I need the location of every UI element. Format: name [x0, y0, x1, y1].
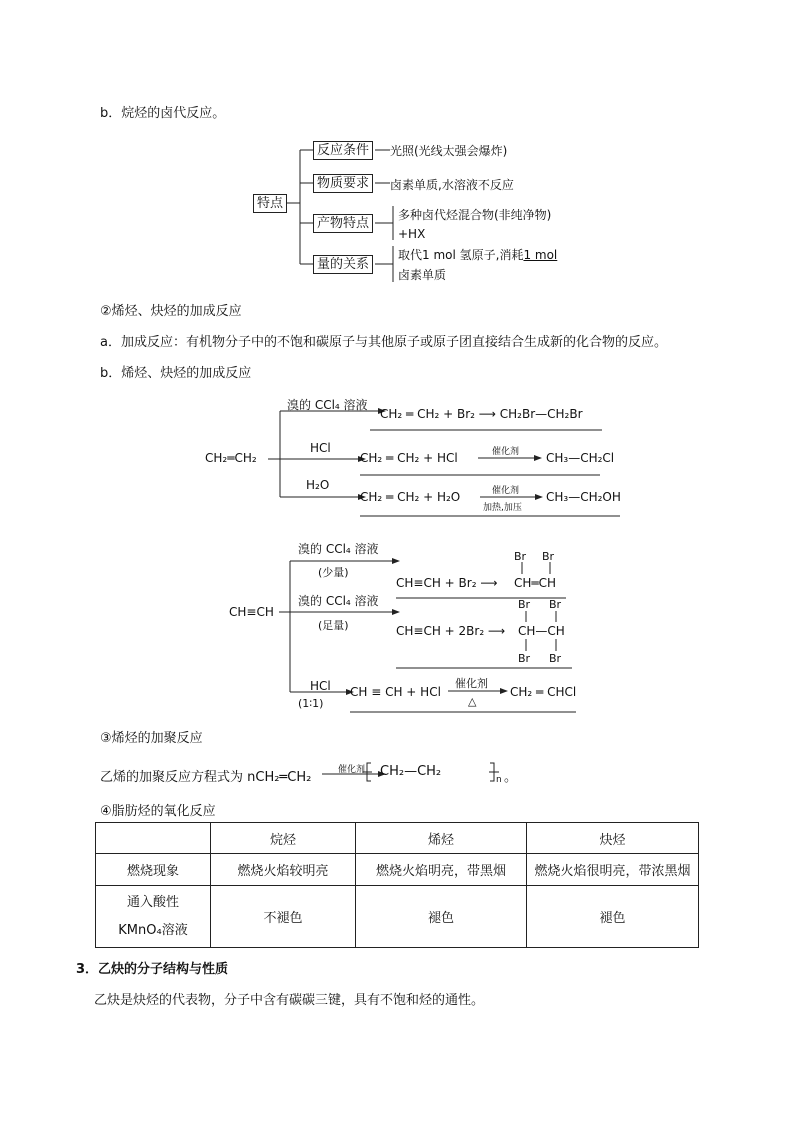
feature-product-label: 产物特点: [313, 214, 373, 233]
ethene-r1-reagent: 溴的 CCl₄ 溶液: [287, 398, 368, 412]
section-b-alkene-alkyne: b．烯烃、炔烃的加成反应: [100, 366, 252, 381]
ethene-r3-reagent: H₂O: [306, 478, 330, 492]
polymer-equation-text: 乙烯的加聚反应方程式为 nCH₂═CH₂: [100, 770, 312, 785]
ethyne-r1-left: CH≡CH + Br₂ ⟶: [396, 576, 498, 590]
definition-addition: a．加成反应：有机物分子中的不饱和碳原子与其他原子或原子团直接结合生成新的化合物的反应。: [100, 335, 667, 350]
table-cell-line: 通入酸性: [126, 894, 179, 910]
feature-requirement-label: 物质要求: [313, 174, 373, 193]
section-b-alkane-halogenation: b．烷烃的卤代反应。: [100, 106, 226, 121]
ethene-r2-reagent: HCl: [310, 441, 331, 455]
table-header-row: [96, 823, 699, 854]
feature-product-desc-1: 多种卤代烃混合物(非纯净物): [398, 208, 552, 222]
polymer-product: CH₂—CH₂: [380, 764, 442, 779]
ethyne-r2-amount: (足量): [318, 619, 349, 632]
ethyne-r3-left: CH ≡ CH + HCl: [350, 685, 441, 699]
ethyne-root: CH≡CH: [229, 605, 274, 619]
ethyne-r3-ratio: (1∶1): [298, 697, 324, 710]
ethene-r3-catalyst: 催化剂: [492, 486, 520, 496]
polymer-catalyst: 催化剂: [338, 765, 366, 775]
ethyne-r2-left: CH≡CH + 2Br₂ ⟶: [396, 624, 506, 638]
feature-condition-desc: 光照(光线太强会爆炸): [390, 144, 508, 158]
heading-oxidation: ④脂肪烃的氧化反应: [100, 804, 216, 819]
table-cell: 褪色: [356, 886, 527, 948]
ethene-r1-equation: CH₂ ═ CH₂ + Br₂ ⟶ CH₂Br—CH₂Br: [380, 407, 583, 421]
table-header-cell: 炔烃: [527, 823, 699, 854]
ethyne-r1-br-2: Br: [542, 550, 555, 563]
table-cell: 燃烧火焰明亮，带黑烟: [356, 854, 527, 886]
ethene-r3-right: CH₃—CH₂OH: [546, 490, 621, 504]
ethyne-r1-br-1: Br: [514, 550, 527, 563]
features-root-box: 特点: [253, 194, 287, 213]
ethyne-r1-amount: (少量): [318, 566, 349, 579]
ethene-r3-left: CH₂ ═ CH₂ + H₂O: [360, 490, 461, 504]
ethyne-r1-reagent: 溴的 CCl₄ 溶液: [298, 542, 379, 556]
section-3-text: 乙炔是炔烃的代表物，分子中含有碳碳三键，具有不饱和烃的通性。: [94, 993, 485, 1008]
ethene-r2-right: CH₃—CH₂Cl: [546, 451, 615, 465]
heading-polymerization: ③烯烃的加聚反应: [100, 731, 203, 746]
feature-quantity-desc-1: 取代1 mol 氢原子,消耗1 mol: [398, 248, 558, 262]
ethyne-r2-product: CH—CH: [518, 624, 565, 638]
feature-quantity-label: 量的关系: [313, 255, 373, 274]
heading-addition: ②烯烃、炔烃的加成反应: [100, 304, 242, 319]
ethyne-r1-product: CH═CH: [514, 576, 557, 590]
table-row: [96, 886, 699, 948]
feature-condition-label: 反应条件: [313, 141, 373, 160]
feature-quantity-desc-2: 卤素单质: [398, 268, 447, 282]
section-3-title: 3．乙炔的分子结构与性质: [76, 962, 229, 977]
ethyne-r3-right: CH₂ ═ CHCl: [510, 685, 577, 699]
polymer-n: n: [496, 775, 502, 785]
table-header-cell: [96, 823, 211, 854]
ethyne-r3-catalyst: 催化剂: [455, 677, 488, 690]
table-cell: [96, 886, 211, 948]
oxidation-table: [95, 822, 699, 948]
ethyne-r3-heat: △: [468, 695, 477, 708]
ethyne-r2-br-top-1: Br: [518, 598, 531, 611]
table-row: [96, 854, 699, 886]
ethyne-r2-br-bot-2: Br: [549, 652, 562, 665]
ethyne-r2-br-bot-1: Br: [518, 652, 531, 665]
table-header-cell: 烯烃: [356, 823, 527, 854]
ethyne-r2-br-top-2: Br: [549, 598, 562, 611]
ethene-r3-condition: 加热,加压: [483, 503, 522, 513]
table-cell: 不褪色: [211, 886, 356, 948]
table-cell: 燃烧火焰很明亮，带浓黑烟: [527, 854, 699, 886]
table-header-cell: 烷烃: [211, 823, 356, 854]
table-cell-line: KMnO₄溶液: [118, 922, 188, 938]
table-cell: 褪色: [527, 886, 699, 948]
feature-product-desc-2: +HX: [398, 227, 426, 241]
ethyne-r2-reagent: 溴的 CCl₄ 溶液: [298, 594, 379, 608]
feature-requirement-desc: 卤素单质,水溶液不反应: [390, 178, 514, 192]
table-cell: 燃烧现象: [96, 854, 211, 886]
ethene-r2-left: CH₂ ═ CH₂ + HCl: [360, 451, 458, 465]
ethyne-r3-reagent: HCl: [310, 679, 331, 693]
ethene-r2-catalyst: 催化剂: [492, 447, 520, 457]
table-cell: 燃烧火焰较明亮: [211, 854, 356, 886]
ethene-root: CH₂═CH₂: [205, 451, 257, 465]
polymer-period: 。: [504, 770, 518, 785]
